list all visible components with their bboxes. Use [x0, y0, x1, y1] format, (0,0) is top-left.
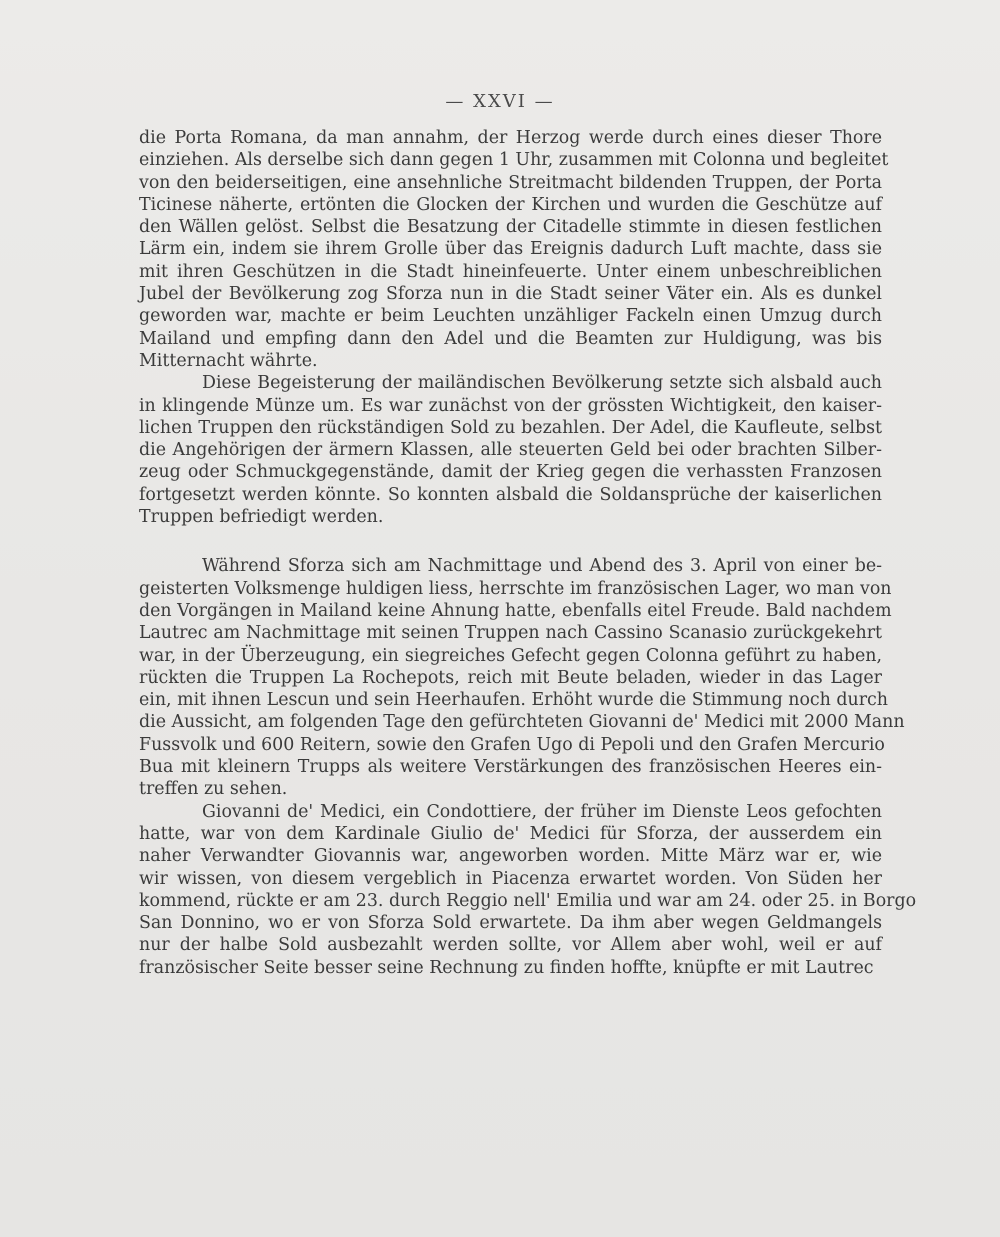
text-line: Während Sforza sich am Nachmittage und Abend des 3. April von einer be-	[202, 556, 882, 577]
text-line: Truppen befriedigt werden.	[139, 507, 384, 528]
text-line: ein, mit ihnen Lescun und sein Heerhaufen. Erhöht wurde die Stimmung noch durch	[139, 690, 888, 711]
body-text	[139, 127, 917, 979]
text-line: rückten die Truppen La Rochepots, reich mit Beute beladen, wieder in das Lager	[139, 667, 882, 688]
text-line: lichen Truppen den rückständigen Sold zu bezahlen. Der Adel, die Kaufleute, selbst	[139, 417, 882, 438]
text-line: wir wissen, von diesem vergeblich in Piacenza erwartet worden. Von Süden her	[139, 868, 882, 889]
text-line: Mitternacht währte.	[139, 350, 318, 371]
text-line: die Aussicht, am folgenden Tage den gefürchteten Giovanni de' Medici mit 2000 Mann	[139, 712, 905, 733]
text-line: Mailand und empfing dann den Adel und die Beamten zur Huldigung, was bis	[139, 328, 882, 349]
text-line: Bua mit kleinern Trupps als weitere Verstärkungen des französischen Heeres ein-	[139, 757, 882, 778]
text-line: Jubel der Bevölkerung zog Sforza nun in die Stadt seiner Väter ein. Als es dunkel	[139, 284, 882, 305]
paragraph	[139, 127, 889, 372]
text-line: den Wällen gelöst. Selbst die Besatzung der Citadelle stimmte in diesen festlichen	[139, 217, 882, 238]
text-line: geworden war, machte er beim Leuchten unzähliger Fackeln einen Umzug durch	[139, 306, 882, 327]
paragraph	[139, 801, 917, 979]
page-number: — XXVI —	[445, 91, 555, 112]
text-line: die Porta Romana, da man annahm, der Herzog werde durch eines dieser Thore	[139, 128, 882, 148]
text-line: war, in der Überzeugung, ein siegreiches Gefecht gegen Colonna geführt zu haben,	[139, 645, 882, 666]
text-line: hatte, war von dem Kardinale Giulio de' Medici für Sforza, der ausserdem ein	[139, 823, 882, 844]
text-line: nur der halbe Sold ausbezahlt werden sollte, vor Allem aber wohl, weil er auf	[139, 935, 882, 956]
text-line: Lautrec am Nachmittage mit seinen Truppen nach Cassino Scanasio zurückgekehrt	[139, 623, 882, 644]
text-line: einziehen. Als derselbe sich dann gegen 1 Uhr, zusammen mit Colonna und begleitet	[139, 150, 889, 171]
text-line: zeug oder Schmuckgegenstände, damit der Krieg gegen die verhassten Franzosen	[139, 462, 882, 483]
text-line: von den beiderseitigen, eine ansehnliche Streitmacht bildenden Truppen, der Porta	[139, 172, 882, 193]
text-line: den Vorgängen in Mailand keine Ahnung hatte, ebenfalls eitel Freude. Bald nachdem	[139, 600, 892, 621]
text-line: Diese Begeisterung der mailändischen Bevölkerung setzte sich alsbald auch	[202, 373, 882, 394]
text-line: mit ihren Geschützen in die Stadt hineinfeuerte. Unter einem unbeschreiblichen	[139, 261, 882, 282]
paragraph	[139, 372, 882, 528]
text-line: Ticinese näherte, ertönten die Glocken der Kirchen und wurden die Geschütze auf	[139, 194, 882, 215]
text-line: Lärm ein, indem sie ihrem Grolle über das Ereignis dadurch Luft machte, dass sie	[139, 239, 882, 260]
text-line: die Angehörigen der ärmern Klassen, alle steuerten Geld bei oder brachten Silber-	[139, 440, 882, 461]
text-line: Fussvolk und 600 Reitern, sowie den Grafen Ugo di Pepoli und den Grafen Mercurio	[139, 734, 885, 755]
text-line: kommend, rückte er am 23. durch Reggio nell' Emilia und war am 24. oder 25. in Borgo	[139, 890, 917, 911]
text-line: in klingende Münze um. Es war zunächst von der grössten Wichtigkeit, den kaiser-	[139, 395, 882, 416]
text-line: geisterten Volksmenge huldigen liess, herrschte im französischen Lager, wo man von	[139, 578, 892, 599]
paragraph	[139, 555, 905, 800]
text-line: französischer Seite besser seine Rechnung zu finden hoffte, knüpfte er mit Lautrec	[139, 957, 874, 978]
text-line: naher Verwandter Giovannis war, angeworben worden. Mitte März war er, wie	[139, 846, 882, 867]
text-line: San Donnino, wo er von Sforza Sold erwartete. Da ihm aber wegen Geldmangels	[139, 913, 882, 934]
text-line: treffen zu sehen.	[139, 779, 288, 800]
paragraph-gap	[139, 528, 882, 555]
text-line: fortgesetzt werden könnte. So konnten alsbald die Soldansprüche der kaiserlichen	[139, 484, 882, 505]
text-line: Giovanni de' Medici, ein Condottiere, der früher im Dienste Leos gefochten	[202, 801, 882, 822]
